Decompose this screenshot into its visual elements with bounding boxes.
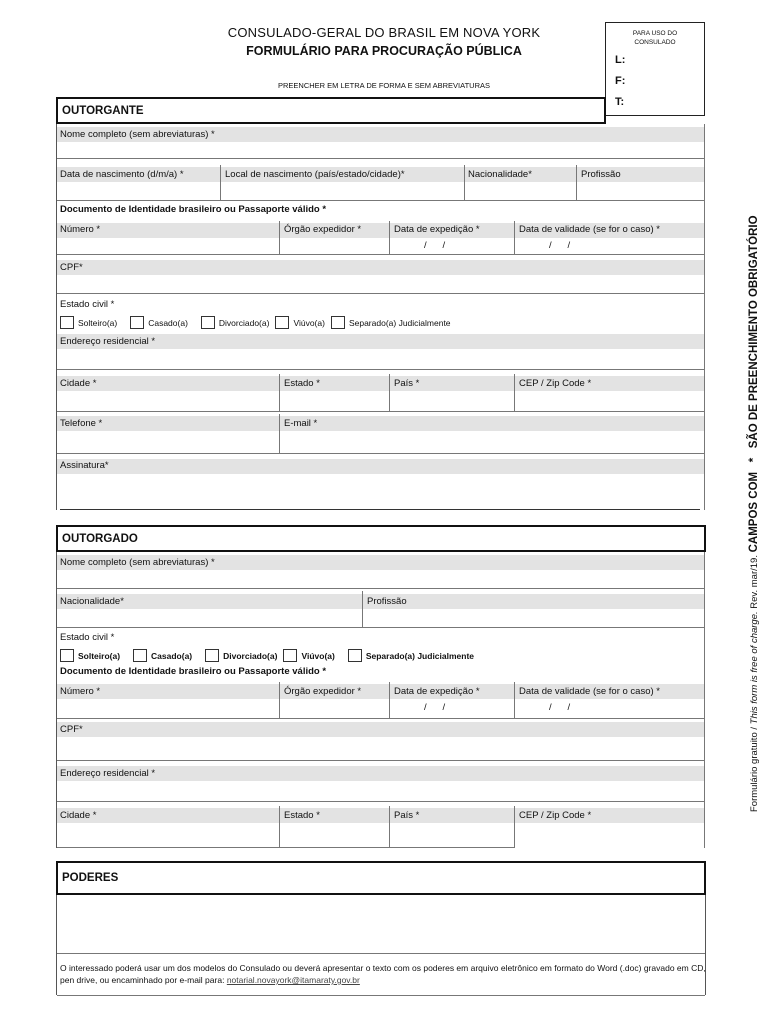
option-casado: Casado(a): [148, 317, 188, 328]
outorgado-nationality-label: Nacionalidade*: [60, 596, 124, 607]
civil-status-label: Estado civil *: [60, 299, 115, 310]
outorgado-checkbox-divorciado[interactable]: [205, 649, 219, 662]
outorgado-issue-date-label: Data de expedição *: [394, 686, 480, 697]
doc-valid-date-label: Data de validade (se for o caso) *: [519, 224, 660, 235]
poderes-note-text: O interessado poderá usar um dos modelos do Consulado ou deverá apresentar o texto com os poderes em arquivo eletrônico em formato do Word (.doc) gravado em CD, pen drive, ou encaminhado por e-mail para:: [60, 963, 706, 985]
form-instruction: PREENCHER EM LETRA DE FORMA E SEM ABREVIATURAS: [278, 81, 490, 90]
option-viuvo: Viúvo(a): [293, 317, 325, 328]
outorgado-option-casado: Casado(a): [151, 650, 193, 661]
birth-place-label: Local de nascimento (país/estado/cidade)*: [225, 169, 405, 180]
side-note: [748, 215, 760, 812]
consular-t: T:: [615, 96, 625, 108]
address-label: Endereço residencial *: [60, 336, 156, 347]
city-row[interactable]: [57, 376, 704, 391]
cpf-label: CPF*: [60, 262, 83, 273]
outorgado-option-solteiro: Solteiro(a): [78, 650, 121, 661]
state-label: Estado *: [284, 378, 320, 389]
outorgado-cpf-label: CPF*: [60, 724, 83, 735]
outorgado-city-row[interactable]: [57, 808, 704, 823]
outorgado-option-separado: Separado(a) Judicialmente: [365, 650, 475, 661]
poderes-note: [60, 962, 710, 986]
section-outorgante: OUTORGANTE: [56, 97, 606, 124]
consulate-title: CONSULADO-GERAL DO BRASIL EM NOVA YORK: [227, 25, 541, 40]
consular-box-title-2: CONSULADO: [634, 39, 676, 46]
option-separado: Separado(a) Judicialmente: [348, 317, 451, 328]
outorgado-name-label: Nome completo (sem abreviaturas) *: [60, 557, 215, 568]
outorgado-number-label: Número *: [60, 686, 101, 697]
valid-date-slashes: / /: [549, 240, 571, 251]
checkbox-divorciado[interactable]: [201, 316, 215, 329]
issue-date-slashes: / /: [424, 240, 446, 251]
side-free-en: This form is free of charge.: [749, 611, 760, 725]
checkbox-separado[interactable]: [331, 316, 345, 329]
option-divorciado: Divorciado(a): [218, 317, 270, 328]
side-rev: Rev. mar/19.: [749, 555, 760, 609]
outorgado-country-label: País *: [394, 810, 420, 821]
cpf-field[interactable]: [57, 260, 704, 275]
checkbox-solteiro[interactable]: [60, 316, 74, 329]
outorgado-option-viuvo: Viúvo(a): [301, 650, 335, 661]
section-poderes: PODERES: [56, 861, 706, 895]
outorgado-valid-date-slashes: / /: [549, 702, 571, 713]
signature-field[interactable]: [57, 459, 704, 474]
city-label: Cidade *: [60, 378, 97, 389]
id-doc-heading: Documento de Identidade brasileiro ou Passaporte válido *: [60, 204, 327, 215]
zip-label: CEP / Zip Code *: [519, 378, 592, 389]
doc-issue-date-label: Data de expedição *: [394, 224, 480, 235]
outorgado-valid-date-label: Data de validade (se for o caso) *: [519, 686, 660, 697]
signature-label: Assinatura*: [60, 460, 109, 471]
outorgante-name-label: Nome completo (sem abreviaturas) *: [60, 129, 215, 140]
phone-row[interactable]: [57, 416, 704, 431]
outorgado-issuer-label: Órgão expedidor *: [284, 686, 362, 697]
outorgado-checkbox-separado[interactable]: [348, 649, 362, 662]
section-outorgado: OUTORGADO: [56, 525, 706, 552]
phone-label: Telefone *: [60, 418, 103, 429]
outorgado-city-label: Cidade *: [60, 810, 97, 821]
consular-f: F:: [615, 75, 626, 87]
outorgado-checkbox-casado[interactable]: [133, 649, 147, 662]
checkbox-casado[interactable]: [130, 316, 144, 329]
civil-status-options: [60, 316, 457, 329]
consular-box-title-1: PARA USO DO: [632, 30, 678, 37]
option-solteiro: Solteiro(a): [78, 317, 118, 328]
doc-number-label: Número *: [60, 224, 101, 235]
outorgado-cpf-field[interactable]: [57, 722, 704, 737]
consular-use-box: [605, 22, 705, 116]
doc-issuer-label: Órgão expedidor *: [284, 224, 362, 235]
outorgado-issue-date-slashes: / /: [424, 702, 446, 713]
outorgado-profession-label: Profissão: [367, 596, 407, 607]
outorgado-id-doc-heading: Documento de Identidade brasileiro ou Passaporte válido *: [60, 666, 327, 677]
side-free: Formulário gratuito /: [749, 726, 760, 812]
outorgado-civil-status-options: [60, 649, 480, 662]
outorgado-civil-status-label: Estado civil *: [60, 632, 115, 643]
consular-l: L:: [615, 54, 626, 66]
birth-date-label: Data de nascimento (d/m/a) *: [60, 169, 184, 180]
side-mandatory: CAMPOS COM * SÃO DE PREENCHIMENTO OBRIGATÓRIO: [748, 215, 760, 553]
checkbox-viuvo[interactable]: [275, 316, 289, 329]
country-label: País *: [394, 378, 420, 389]
outorgado-checkbox-solteiro[interactable]: [60, 649, 74, 662]
email-label: E-mail *: [284, 418, 318, 429]
nationality-label: Nacionalidade*: [468, 169, 532, 180]
profession-label: Profissão: [581, 169, 621, 180]
outorgado-zip-label: CEP / Zip Code *: [519, 810, 592, 821]
outorgado-option-divorciado: Divorciado(a): [223, 650, 278, 661]
outorgado-state-label: Estado *: [284, 810, 320, 821]
notarial-email-link[interactable]: notarial.novayork@itamaraty.gov.br: [226, 975, 360, 985]
form-title: FORMULÁRIO PARA PROCURAÇÃO PÚBLICA: [246, 44, 522, 58]
outorgado-address-label: Endereço residencial *: [60, 768, 156, 779]
outorgado-checkbox-viuvo[interactable]: [283, 649, 297, 662]
